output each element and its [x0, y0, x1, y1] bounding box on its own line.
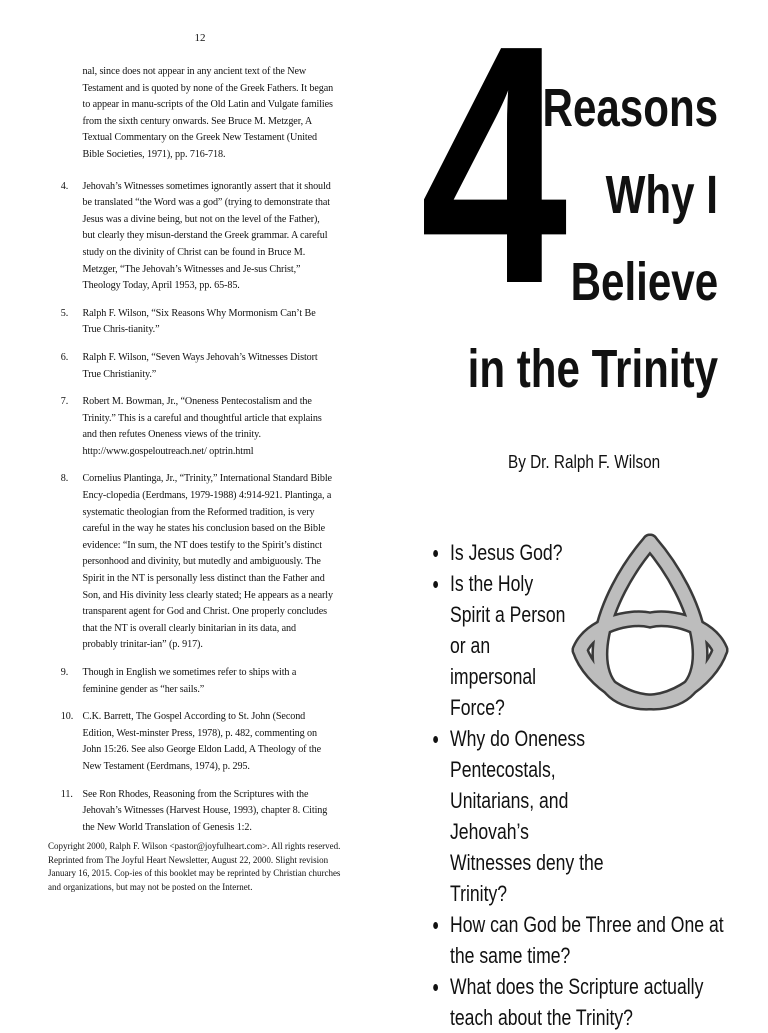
endnote-5: [48, 306, 334, 339]
question-item: [430, 537, 586, 568]
bullet-icon: [433, 581, 438, 588]
cover-big-number: 4: [420, 0, 560, 355]
page-number: 12: [194, 32, 206, 44]
endnote-text: Ralph F. Wilson, “Six Reasons Why Mormonism Can’t Be True Chris-tianity.”: [82, 307, 316, 336]
endnote-11: [48, 787, 334, 837]
endnote-number: 9.: [60, 667, 69, 678]
endnote-text: Jehovah’s Witnesses sometimes ignorantly assert that it should be translated “the Word was a god” (trying to demonstrate that Jesus was a divine being, but not on the level of the Father), but clearly they misun-derstand the Greek grammar. A careful study on the divinity of Christ can be found in Bruce M. Metzger, “The Jehovah’s Witnesses and Je-sus Christ,” Theology Today, April 1953, pp. 65-85.: [82, 180, 331, 292]
endnotes: [48, 64, 334, 847]
endnote-text: Robert M. Bowman, Jr., “Oneness Pentecostalism and the Trinity.” This is a careful and thoughtful article that explains and then refutes Oneness views of the trinity. http://www.gospeloutreach.net/ optrin.html: [82, 396, 322, 457]
endnote-number: 4.: [60, 180, 69, 192]
endnote-text: Ralph F. Wilson, “Seven Ways Jehovah’s Witnesses Distort True Christianity.”: [82, 351, 318, 380]
bullet-icon: [433, 984, 438, 991]
endnote-text: Though in English we sometimes refer to ships with a feminine gender as “her sails.”: [82, 667, 297, 695]
endnote-text: See Ron Rhodes, Reasoning from the Scriptures with the Jehovah’s Witnesses (Harvest House, 1993), chapter 8. Citing the New World Translation of Genesis 1:2.: [82, 788, 328, 833]
bullet-icon: [433, 550, 438, 557]
title-line-2: Why I: [605, 165, 718, 225]
question-text: How can God be Three and One at the same time?: [450, 912, 724, 968]
bullet-icon: [433, 922, 438, 929]
endnote-3-continued: [48, 64, 334, 164]
copyright-notice: Copyright 2000, Ralph F. Wilson <pastor@joyfulheart.com>. All rights reserved. Reprinted from The Joyful Heart Newsletter, August 22, 2000. Slight revision January 16, 2015. Cop-ies of this booklet may be reprinted by Christian churches and organizations, but may not be posted on the Internet.: [48, 841, 341, 892]
question-item: [430, 568, 578, 723]
bullet-icon: [433, 736, 438, 743]
endnote-number: 8.: [60, 473, 69, 485]
endnote-number: 7.: [60, 396, 69, 408]
endnote-10: [48, 709, 334, 775]
endnote-7: [48, 394, 334, 460]
endnote-text: Cornelius Plantinga, Jr., “Trinity,” International Standard Bible Ency-clopedia (Eerdmans, 1979-1988) 4:914-921. Plantinga, a systematic theologian from the Reformed tradition, is very careful in the way he states his conclusion based on the Bible evidence: “In sum, the NT does testify to the Spirit’s distinct personhood and divinity, but mutedly and ambiguously. The Spirit in the NT is personally less distinct than the Father and Son, and His divinity less clearly stated; He appears as a nearly transparent agent for God and Christ. One properly concludes that the NT is overall clearly binitarian in its data, and probably trinitar-ian” (p. 917).: [82, 473, 333, 651]
endnote-number: 5.: [60, 307, 69, 319]
endnote-4: [48, 179, 334, 295]
question-text: Is the Holy Spirit a Person or an impersonal Force?: [450, 571, 566, 720]
endnote-number: 11.: [60, 788, 73, 800]
endnote-9: [48, 665, 334, 698]
endnote-number: 6.: [60, 351, 69, 363]
endnote-text: nal, since does not appear in any ancient text of the New Testament and is quoted by none of the Greek Fathers. It began to appear in manu-scripts of the Old Latin and Vulgate families from the sixth century onwards. See Bruce M. Metzger, A Textual Commentary on the Greek New Testament (United Bible Societies, 1971), pp. 716-718.: [82, 66, 334, 160]
title-line-1: Reasons: [542, 78, 718, 138]
question-text: Is Jesus God?: [450, 540, 563, 565]
endnote-number: 10.: [60, 711, 74, 723]
endnote-6: [48, 350, 334, 383]
author-byline: By Dr. Ralph F. Wilson: [508, 452, 661, 472]
title-line-4: in the Trinity: [467, 339, 718, 399]
endnote-text: C.K. Barrett, The Gospel According to St. John (Second Edition, West-minster Press, 1978), p. 482, commenting on John 15:26. See also George Eldon Ladd, A Theology of the New Testament (Eerdmans, 1974), p. 295.: [82, 711, 321, 772]
question-item: [430, 723, 610, 909]
question-list: [430, 537, 750, 1033]
question-item: [430, 909, 738, 971]
question-text: What does the Scripture actually teach about the Trinity?: [450, 974, 704, 1030]
question-text: Why do Oneness Pentecostals, Unitarians, and Jehovah’s Witnesses deny the Trinity?: [450, 726, 604, 906]
title-line-3: Believe: [570, 252, 718, 312]
endnote-8: [48, 471, 334, 654]
